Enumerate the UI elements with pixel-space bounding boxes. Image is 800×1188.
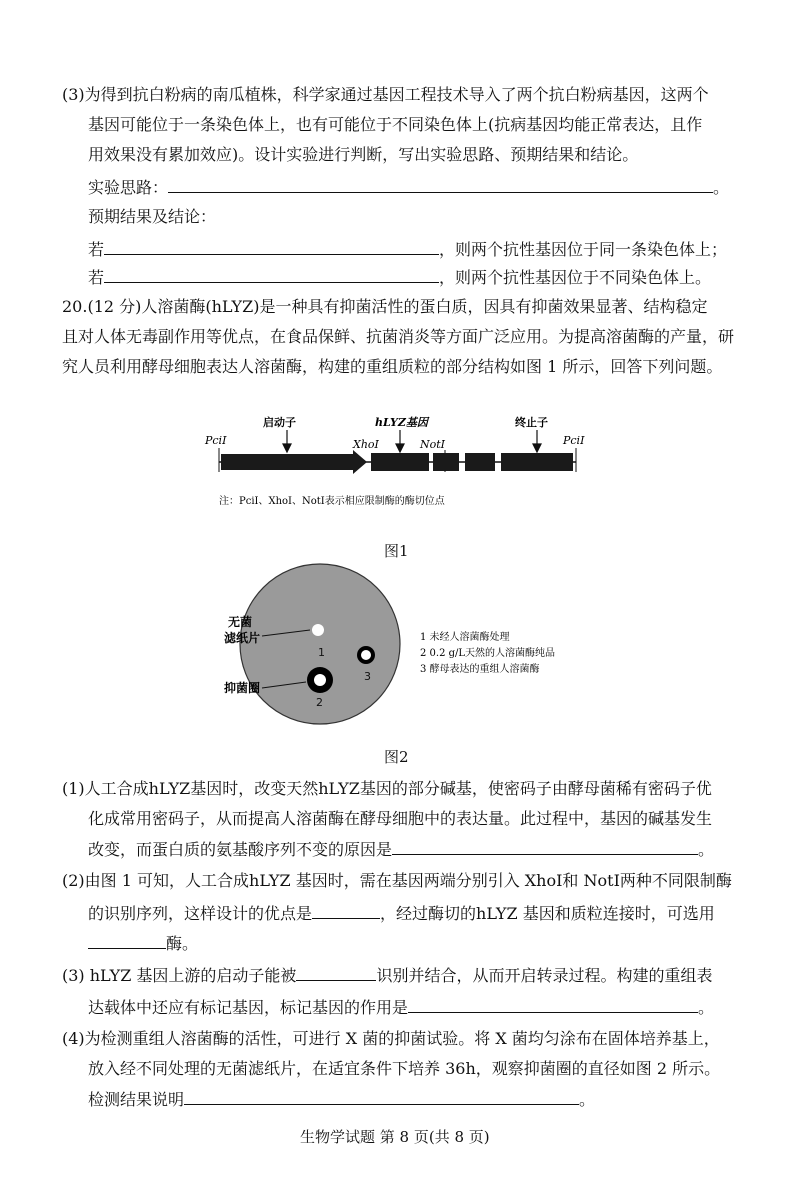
q4-line3: 检测结果说明 [88,1090,185,1109]
q3-row1 [62,964,712,987]
if2-blank[interactable] [104,266,439,283]
q2-blank-1[interactable] [312,902,380,919]
q4-period: 。 [579,1090,596,1109]
fig1-promoter-label: 启动子 [263,416,296,429]
prev-q3-line2: 基因可能位于一条染色体上，也有可能位于不同染色体上(抗病基因均能正常表达，且作 [88,115,703,134]
q3-row2 [88,996,714,1019]
q1-line1: (1)人工合成hLYZ基因时，改变天然hLYZ基因的部分碱基，使密码子由酵母菌稀有密码子优 [62,779,712,798]
if1-row [88,238,727,261]
q2-row3 [88,932,198,955]
q3-line1b: 识别并结合，从而开启转录过程。构建的重组表 [376,966,713,985]
q1-blank[interactable] [392,838,698,855]
dish-number-3: 3 [364,670,371,683]
q4-blank[interactable] [184,1088,579,1105]
q3-period: 。 [698,998,715,1017]
filter-disc-1 [312,624,324,636]
q3-line2: 达载体中还应有标记基因，标记基因的作用是 [88,998,409,1017]
q20-intro-line1: 20.(12 分)人溶菌酶(hLYZ)是一种具有抑菌活性的蛋白质，因具有抑菌效果显著、结构稳定 [62,297,708,316]
gene-arrowhead [396,444,404,452]
terminator-arrowhead [533,444,541,452]
if2-row [88,266,711,289]
fig2-legend-3: 3 酵母表达的重组人溶菌酶 [420,664,540,675]
q2-line2a: 的识别序列，这样设计的优点是 [88,904,313,923]
fig2-zone-label: 抑菌圈 [224,681,261,695]
q4-line2: 放入经不同处理的无菌滤纸片，在适宜条件下培养 36h，观察抑菌圈的直径如图 2 所示。 [88,1059,721,1078]
gene-block-2 [433,453,459,471]
fig1-note: 注：PciⅠ、XhoⅠ、NotⅠ表示相应限制酶的酶切位点 [219,496,445,507]
fig1-not: NotⅠ [420,438,446,451]
idea-blank[interactable] [168,176,713,193]
if1-suffix: ，则两个抗性基因位于同一条染色体上； [439,240,728,259]
promoter-block [221,450,367,474]
result-label: 预期结果及结论： [88,207,217,226]
q3-line1a: (3) hLYZ 基因上游的启动子能被 [62,966,297,985]
terminator-block [501,453,573,471]
q3-blank-2[interactable] [408,996,698,1013]
figure-1-plasmid-diagram [195,410,605,510]
filter-disc-3 [361,650,371,660]
q4-line1: (4)为检测重组人溶菌酶的活性，可进行 X 菌的抑菌试验。将 X 菌均匀涂布在固体培养基上， [62,1029,720,1048]
promoter-arrowhead [283,444,291,452]
fig2-filter-label-1: 无菌 [228,615,253,629]
q20-intro-line3: 究人员利用酵母细胞表达人溶菌酶，构建的重组质粒的部分结构如图 1 所示，回答下列问题。 [62,357,723,376]
q4-row3 [88,1088,595,1111]
idea-period: 。 [713,178,730,197]
q2-line2b: ，经过酶切的hLYZ 基因和质粒连接时，可选用 [380,904,715,923]
q2-blank-2[interactable] [88,932,166,949]
if2-prefix: 若 [88,268,105,287]
fig1-gene-label: hLYZ基因 [375,416,428,429]
figure-2-caption: 图2 [384,748,409,766]
q2-row2 [88,902,715,925]
q1-period: 。 [698,840,715,859]
figure-2-petri-dish [200,560,600,740]
q1-line3: 改变，而蛋白质的氨基酸序列不变的原因是 [88,840,393,859]
dish-number-2: 2 [316,696,323,709]
q2-line1: (2)由图 1 可知，人工合成hLYZ 基因时，需在基因两端分别引入 XhoⅠ和 NotⅠ两种不同限制酶 [62,871,732,890]
page-footer: 生物学试题 第 8 页(共 8 页) [300,1128,490,1146]
fig2-legend-2: 2 0.2 g/L天然的人溶菌酶纯品 [420,648,556,659]
if1-blank[interactable] [104,238,439,255]
q1-line2: 化成常用密码子，从而提高人溶菌酶在酵母细胞中的表达量。此过程中，基因的碱基发生 [88,809,713,828]
prev-q3-line3: 用效果没有累加效应)。设计实验进行判断，写出实验思路、预期结果和结论。 [88,145,639,164]
fig1-pci-right: PciⅠ [563,434,585,447]
filter-disc-2 [314,674,326,686]
if1-prefix: 若 [88,240,105,259]
prev-q3-line1: (3)为得到抗白粉病的南瓜植株，科学家通过基因工程技术导入了两个抗白粉病基因，这两个 [62,85,709,104]
idea-label: 实验思路： [88,178,169,197]
q1-row3 [88,838,714,861]
dish-number-1: 1 [318,646,325,659]
fig2-legend-1: 1 未经人溶菌酶处理 [420,632,510,643]
figure-1-caption: 图1 [384,542,409,560]
gene-block-1 [371,453,429,471]
fig2-filter-label-2: 滤纸片 [224,631,261,645]
fig1-pci-left: PciⅠ [205,434,227,447]
fig1-terminator-label: 终止子 [515,416,548,429]
gene-block-3 [465,453,495,471]
if2-suffix: ，则两个抗性基因位于不同染色体上。 [439,268,712,287]
idea-row [88,176,729,199]
q2-line3: 酶。 [166,934,199,953]
fig1-xho: XhoⅠ [353,438,379,451]
q20-intro-line2: 且对人体无毒副作用等优点，在食品保鲜、抗菌消炎等方面广泛应用。为提高溶菌酶的产量，研 [62,327,735,346]
q3-blank-1[interactable] [296,964,376,981]
